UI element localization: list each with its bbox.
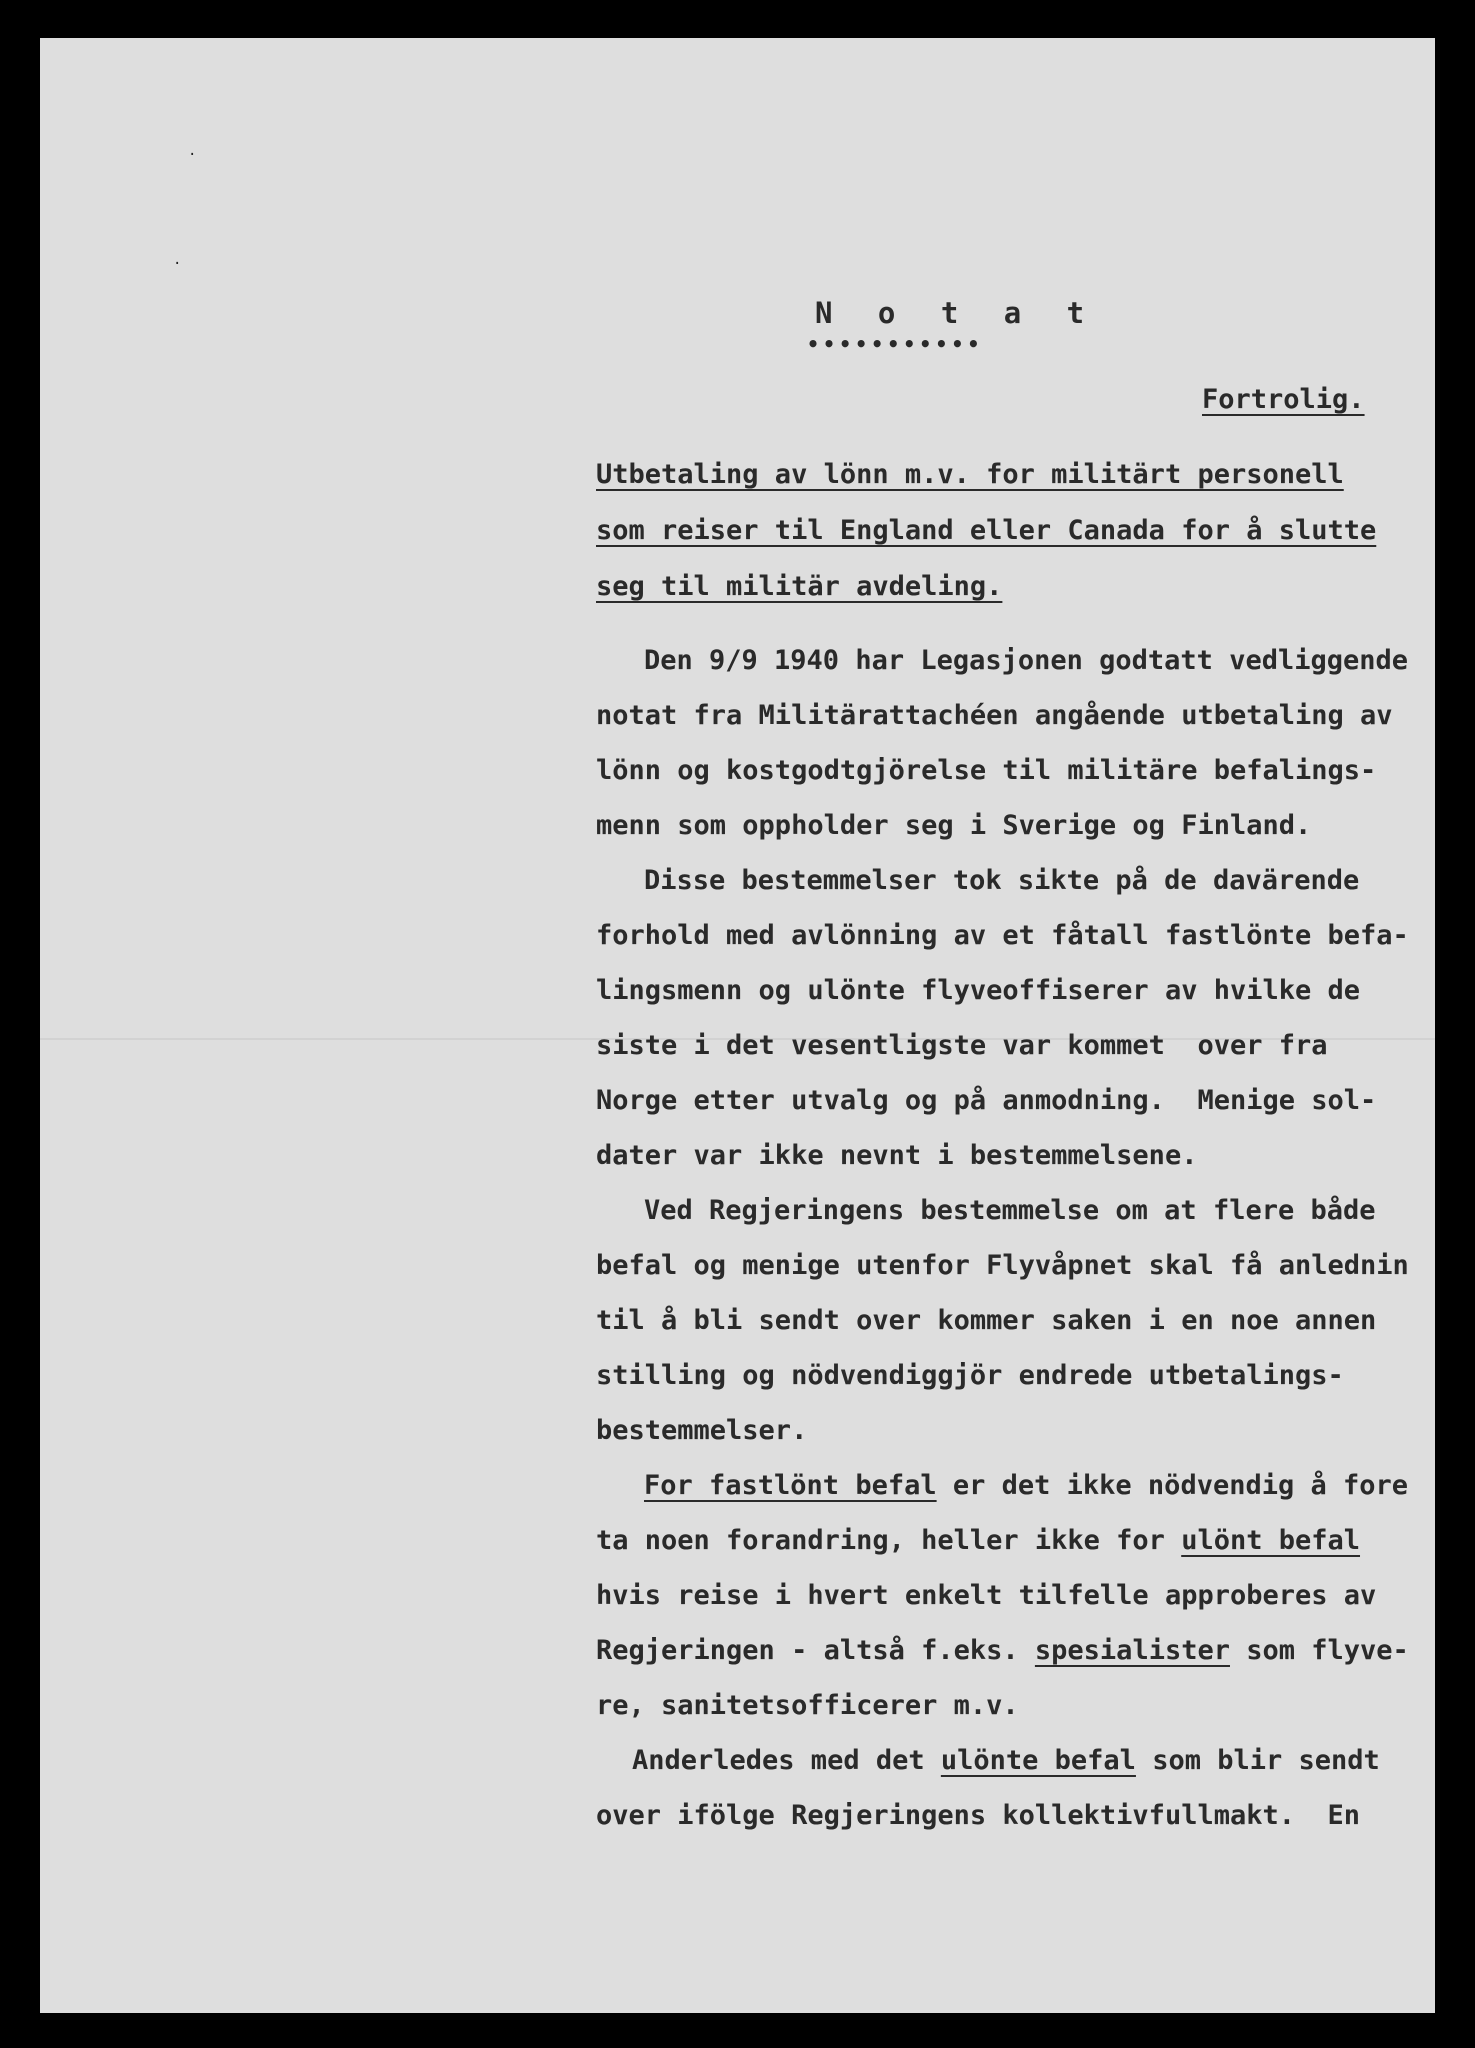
body-line: Anderledes med det ulönte befal som blir sendt (632, 1745, 1380, 1776)
body-line: Ved Regjeringens bestemmelse om at flere både (644, 1195, 1376, 1226)
document-title: N o t a t (815, 296, 1099, 330)
body-line: bestemmelser. (596, 1415, 808, 1446)
body-line: Regjeringen - altså f.eks. spesialister som flyve- (596, 1635, 1409, 1666)
underlined-term: spesialister (1034, 1635, 1230, 1666)
subject-line: seg til militär avdeling. (596, 571, 1003, 602)
classification-label: Fortrolig. (1202, 384, 1365, 415)
title-dot-rule: ••••••••••• (807, 332, 984, 356)
underlined-term: For fastlönt befal (644, 1470, 937, 1501)
body-line: dater var ikke nevnt i bestemmelsene. (596, 1140, 1198, 1171)
body-line: Den 9/9 1940 har Legasjonen godtatt vedliggende (644, 645, 1409, 676)
body-line: lingsmenn og ulönte flyveoffiserer av hvilke de (596, 975, 1361, 1006)
body-line: siste i det vesentligste var kommet over fra (596, 1030, 1328, 1061)
underlined-term: ulönt befal (1181, 1525, 1361, 1556)
body-line: menn som oppholder seg i Sverige og Finland. (596, 810, 1312, 841)
body-line: notat fra Militärattachéen angående utbetaling av (596, 700, 1393, 731)
document-page (40, 38, 1435, 2013)
body-line: Disse bestemmelser tok sikte på de davärende (644, 865, 1360, 896)
subject-line: som reiser til England eller Canada for å slutte (596, 515, 1377, 546)
body-line: Norge etter utvalg og på anmodning. Menige sol- (596, 1085, 1377, 1116)
body-line: For fastlönt befal er det ikke nödvendig å fore (644, 1470, 1409, 1501)
underlined-term: ulönte befal (940, 1745, 1136, 1776)
ink-speck: · (188, 147, 197, 163)
body-line: lönn og kostgodtgjörelse til militäre befalings- (596, 755, 1377, 786)
body-line: over ifölge Regjeringens kollektivfullmakt. En (596, 1800, 1361, 1831)
body-line: forhold med avlönning av et fåtall fastlönte befa- (596, 920, 1409, 951)
body-line: befal og menige utenfor Flyvåpnet skal få anlednin (596, 1250, 1409, 1281)
ink-speck: · (173, 256, 182, 272)
body-line: ta noen forandring, heller ikke for ulönt befal (596, 1525, 1361, 1556)
body-line: re, sanitetsofficerer m.v. (596, 1690, 1019, 1721)
body-line: stilling og nödvendiggjör endrede utbetalings- (596, 1360, 1344, 1391)
body-line: til å bli sendt over kommer saken i en noe annen (596, 1305, 1377, 1336)
subject-line: Utbetaling av lönn m.v. for militärt personell (596, 459, 1344, 490)
body-line: hvis reise i hvert enkelt tilfelle approberes av (596, 1580, 1377, 1611)
